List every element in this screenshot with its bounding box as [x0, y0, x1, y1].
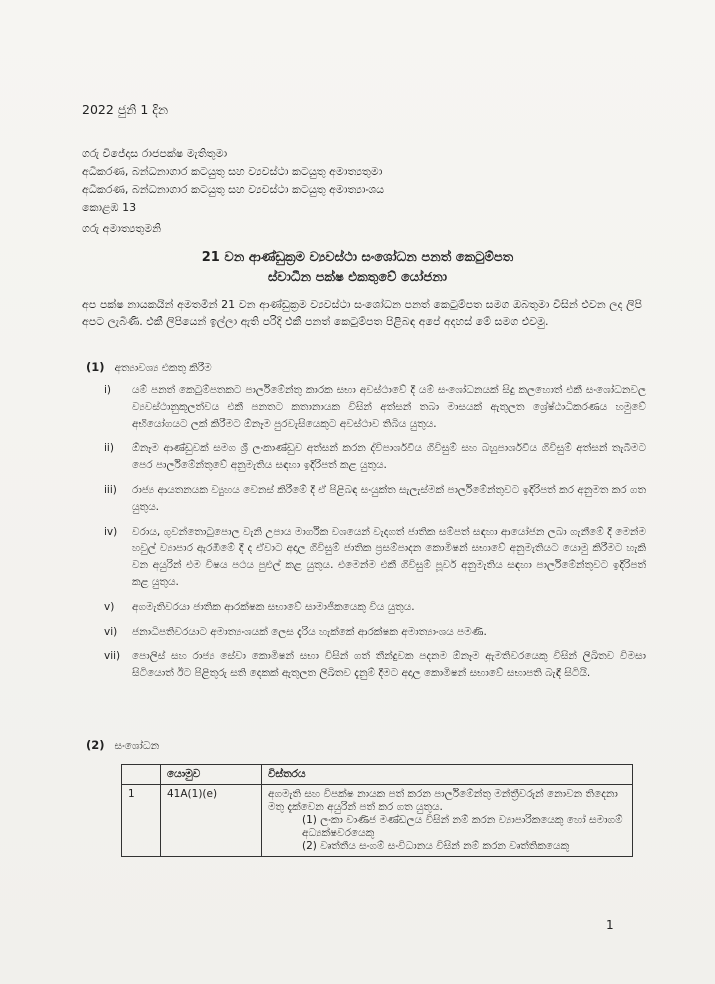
- list-item: [86, 440, 646, 474]
- list-item: [86, 524, 646, 591]
- list-item-text: රාජ්‍ය ආයතනයක ව්‍යුහය වෙනස් කිරීමේ දී ඒ පිළිබඳ සංයුක්ත සැලැස්මක් පාර්ලිමේන්තුවට ඉදිරිපත් කර අනුමත කර ගත යුතුය.: [132, 483, 646, 513]
- list-item-text: පොලිස් සහ රාජ්‍ය සේවා කොමිෂන් සභා විසින් ගත් තීන්දුවක පදනම ඕනෑම ඇමතිවරයෙකු විසින් ලිඛිතව විමසා සිටියොත් ඊට පිළිතුරු සති දෙකක් ඇතුලත ලිඛිතව දැනුම් දීමට අදාල කොමිෂන් සභාවේ සභාපති බැඳී සිටියි.: [132, 650, 646, 680]
- recipient-name: ගරු විජේදාස රාජපක්ෂ මැතිතුමා: [82, 147, 228, 160]
- list-item: [86, 382, 646, 432]
- document-title: 21 වන ආණ්ඩුක්‍රම ව්‍යවස්ථා සංශෝධන පනත් කෙටුම්පත: [201, 250, 514, 265]
- table-header-row: [122, 765, 633, 785]
- list-item-text: ජනාධිපතිවරයාට අමාත්‍යංශයක් ලෙස දැරිය හැක්කේ ආරක්ෂක අමාත්‍යාංශය පමණි.: [132, 625, 487, 638]
- document-subtitle: ස්වාධීන පක්ෂ එකතුවේ යෝජනා: [267, 270, 448, 285]
- list-item-number: vi): [104, 625, 118, 638]
- list-item-number: ii): [104, 442, 114, 455]
- recipient-ministry: අධිකරණ, බන්ධනාගාර කටයුතු සහ ව්‍යවස්ථා කටයුතු අමාත්‍යාංශය: [82, 183, 385, 196]
- table-header-index: [122, 765, 161, 785]
- section-2-title: සංශෝධන: [114, 740, 160, 752]
- list-item-text: වරාය, ගුවන්තොටුපොල වැනි උපාය මාර්ගික වශයෙන් වැදගත් ජාතික සම්පත් සඳහා ආයෝජන ලබා ගැනීමේ දී මෙන්ම හවුල් ව්‍යාපාර ඇරඹීමේ දී ද ඒවාට අදාල ගිවිසුම් ජාතික ප්‍රසම්පාදන කොමිෂන් සභාවේ අනුමැතියට යොමු කිරීමට හැකි වන අයුරින් එම විෂය පථය පුළුල් කළ යුතුය. එමෙන්ම එකී ගිවිසුම් පූර්ව අනුමැතිය සඳහා පාර්ලිමේන්තුවට ඉදිරිපත් කළ යුතුය.: [132, 525, 646, 588]
- list-item-text: අගමැතිවරයා ජාතික ආරක්ෂක සභාවේ සාමාජිකයෙකු විය යුතුය.: [132, 600, 415, 613]
- section-1-heading: [86, 360, 212, 375]
- salutation: ගරු අමාත්‍යතුමනි: [82, 222, 162, 235]
- section-1-list: [86, 382, 646, 690]
- list-item-number: i): [104, 384, 112, 396]
- list-item-number: iv): [104, 525, 118, 538]
- table-desc-text: අගමැති සහ විපක්ෂ නායක පත් කරන පාර්ලිමේන්තු මන්ත්‍රීවරුන් නොවන තිදෙනා මතු දැක්වෙන අයුරින් පත් කර ගත යුතුය.: [268, 788, 618, 813]
- list-item-number: iii): [104, 483, 117, 496]
- table-cell-index: 1: [122, 785, 161, 857]
- section-1-title: අත්‍යාවශ්‍ය එකතු කිරීම: [114, 362, 212, 374]
- table-header-desc: විස්තරය: [262, 765, 633, 785]
- list-item: [86, 648, 646, 682]
- table-cell-desc: [262, 785, 633, 857]
- section-1-number: (1): [86, 360, 105, 374]
- list-item-number: vii): [104, 650, 121, 663]
- table-cell-ref: 41A(1)(e): [161, 785, 262, 857]
- list-item: [86, 599, 646, 616]
- list-item-number: v): [104, 600, 115, 613]
- section-2-number: (2): [86, 738, 105, 752]
- letter-date: 2022 ජුනි 1 දින: [82, 102, 168, 117]
- table-header-ref: යොමුව: [161, 765, 262, 785]
- list-item: [86, 624, 646, 641]
- recipient-title: අධිකරණ, බන්ධනාගාර කටයුතු සහ ව්‍යවස්ථා කටයුතු අමාත්‍යතුමා: [82, 165, 383, 178]
- section-2-heading: [86, 738, 159, 753]
- page-number: 1: [606, 918, 614, 932]
- table-desc-sub-1: (1) ලංකා වාණිජ මණ්ඩලය විසින් නම් කරන ව්‍යාපාරිකයෙකු හෝ සමාගම් අධ්‍යක්ෂවරයෙකු: [302, 814, 623, 839]
- table-row: [122, 785, 633, 857]
- list-item-text: යම් පනත් කෙටුම්පතකට පාර්ලිමේන්තු කාරක සභා අවස්ථාවේ දී යම් සංශෝධනයක් සිදු කලහොත් එකී සංශෝධනවල ව්‍යවස්ථානුකූලත්වය එකී පනතට කතානායක විසින් අත්සන් තබා මාසයක් ඇතුලත ශ්‍රේෂ්ඨාධිකරණය හමුවේ අභියෝගයට ලක් කිරීමට ඕනෑම පුරවැසියෙකුට අවස්ථාව තිබිය යුතුය.: [132, 384, 646, 430]
- intro-paragraph: අප පක්ෂ නායකයින් අමතමින් 21 වන ආණ්ඩුක්‍රම ව්‍යවස්ථා සංශෝධන පනත් කෙටුම්පත සමග ඔබතුමා විසින් එවන ලද ලිපි අපට ලැබිණි. එකී ලිපියෙන් ඉල්ලා ඇති පරිදි එකී පනත් කෙටුම්පත පිළිබඳ අපේ අදහස් මේ සමග එවමු.: [82, 298, 642, 329]
- list-item-text: ඕනෑම ආණ්ඩුවක් සමග ශ්‍රී ලංකාණ්ඩුව අත්සන් කරන ද්විපාර්ශවීය ගිවිසුම් සහ බහුපාර්ශවීය ගිවිසුම් අත්සන් තැබීමට පෙර පාර්ලිමේන්තුවේ අනුමැතිය සඳහා ඉදිරිපත් කළ යුතුය.: [132, 442, 646, 472]
- amendments-table: [121, 764, 633, 857]
- table-desc-sub-2: (2) වෘත්තීය සංගම් සංවිධානය විසින් නම් කරන වෘත්තිකයෙකු: [302, 840, 570, 852]
- list-item: [86, 482, 646, 516]
- recipient-city: කොළඹ 13: [82, 201, 137, 214]
